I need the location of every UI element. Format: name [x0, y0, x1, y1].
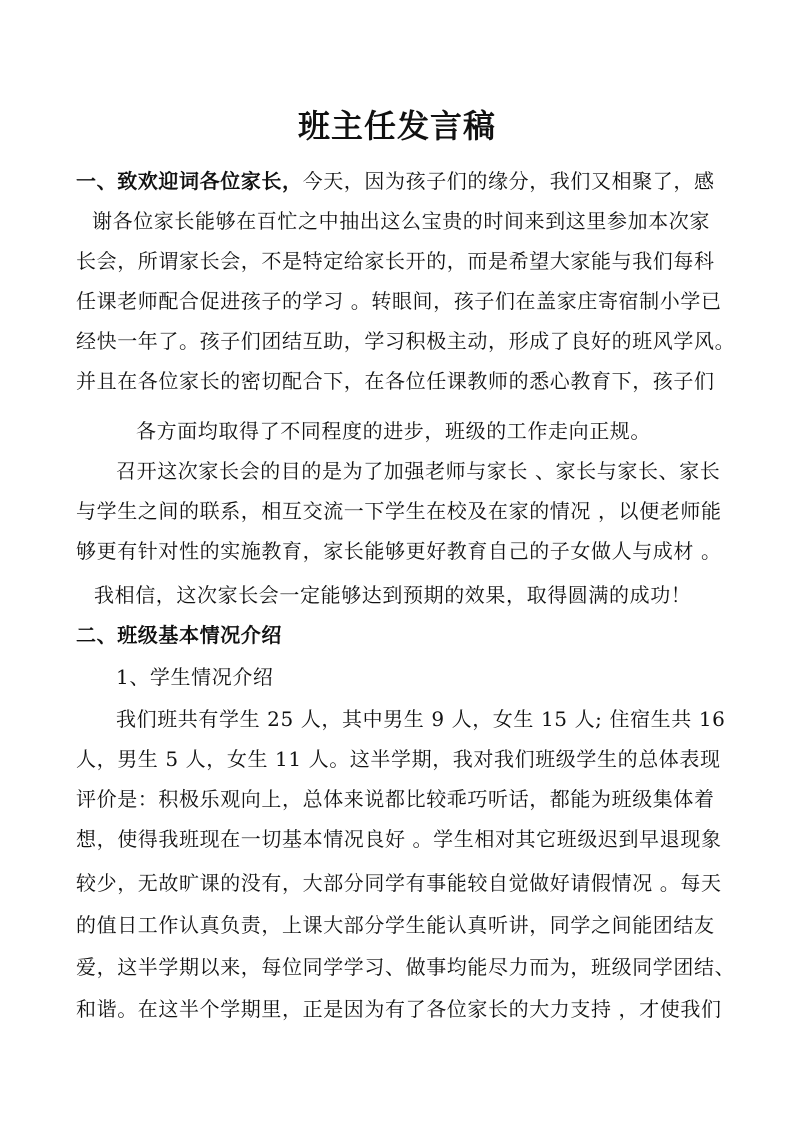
paragraph-line: 召开这次家长会的目的是为了加强老师与家长 、家长与家长、家长 — [116, 459, 721, 483]
section2-line: 较少，无故旷课的没有，大部分同学有事能较自觉做好请假情况 。每天 — [76, 871, 722, 895]
section2-heading: 二、班级基本情况介绍 — [76, 623, 282, 647]
section1-heading: 一、致欢迎词各位家长， — [76, 169, 303, 193]
section1-line: 任课老师配合促进孩子的学习 。转眼间，孩子们在盖家庄寄宿制小学已 — [76, 289, 722, 313]
section2-line: 我们班共有学生 25 人，其中男生 9 人，女生 15 人; 住宿生共 16 — [116, 707, 726, 731]
section1-line: 经快一年了。孩子们团结互助，学习积极主动，形成了良好的班风学风。 — [76, 329, 736, 353]
section1-line: 今天，因为孩子们的缘分，我们又相聚了，感 — [302, 169, 715, 193]
section1-line: 谢各位家长能够在百忙之中抽出这么宝贵的时间来到这里参加本次家 — [92, 209, 710, 233]
section2-line: 评价是：积极乐观向上，总体来说都比较乖巧听话，都能为班级集体着 — [76, 787, 715, 811]
subsection-heading: 1、学生情况介绍 — [116, 665, 274, 689]
section1-line: 各方面均取得了不同程度的进步，班级的工作走向正规。 — [136, 419, 651, 443]
section1-first-line — [76, 166, 715, 196]
page-title: 班主任发言稿 — [297, 107, 496, 145]
section2-line: 想，使得我班现在一切基本情况良好 。学生相对其它班级迟到早退现象 — [76, 827, 722, 851]
section1-line: 并且在各位家长的密切配合下，在各位任课教师的悉心教育下，孩子们 — [76, 369, 715, 393]
section2-line: 和谐。在这半个学期里，正是因为有了各位家长的大力支持 ，才使我们 — [76, 997, 722, 1021]
paragraph-line: 与学生之间的联系，相互交流一下学生在校及在家的情况 ，以便老师能 — [76, 499, 722, 523]
section2-line: 的值日工作认真负责，上课大部分学生能认真听讲，同学之间能团结友 — [76, 913, 715, 937]
section2-line: 爱，这半学期以来，每位同学学习、做事均能尽力而为，班级同学团结、 — [76, 955, 736, 979]
paragraph-line: 够更有针对性的实施教育，家长能够更好教育自己的子女做人与成材 。 — [76, 539, 722, 563]
paragraph-line: 我相信，这次家长会一定能够达到预期的效果，取得圆满的成功！ — [94, 583, 692, 607]
section1-line: 长会，所谓家长会，不是特定给家长开的，而是希望大家能与我们每科 — [76, 249, 715, 273]
section2-line: 人，男生 5 人，女生 11 人。这半学期，我对我们班级学生的总体表现 — [76, 747, 721, 771]
